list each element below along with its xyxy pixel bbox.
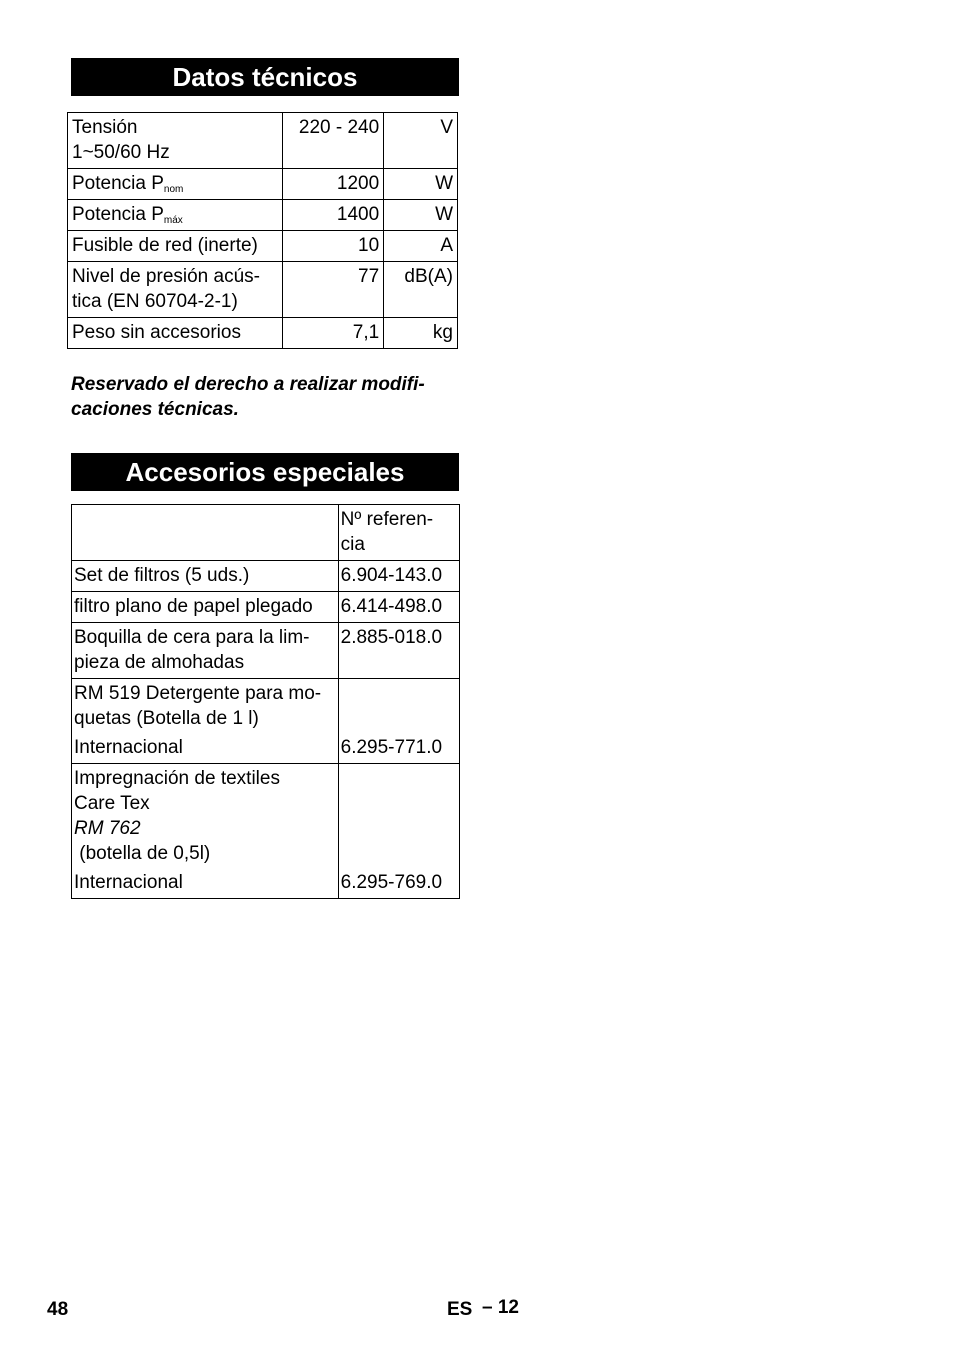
tech-value: 7,1 bbox=[282, 318, 383, 349]
tech-label: Fusible de red (inerte) bbox=[68, 231, 283, 262]
tech-label: Nivel de presión acús- tica (EN 60704-2-1) bbox=[68, 262, 283, 318]
tech-data-title: Datos técnicos bbox=[71, 58, 459, 96]
tech-unit: W bbox=[384, 169, 458, 200]
tech-unit: V bbox=[384, 113, 458, 169]
accessory-ref: 6.295-769.0 bbox=[338, 764, 459, 899]
tech-label: Potencia $P_{nom}$ bbox=[68, 169, 283, 200]
table-row bbox=[68, 231, 458, 262]
accessory-ref: 2.885-018.0 bbox=[338, 623, 459, 679]
accessory-ref: 6.904-143.0 bbox=[338, 561, 459, 592]
tech-unit: dB(A) bbox=[384, 262, 458, 318]
table-row bbox=[68, 318, 458, 349]
table-row bbox=[72, 679, 460, 764]
tech-label: Peso sin accesorios bbox=[68, 318, 283, 349]
tech-value: 77 bbox=[282, 262, 383, 318]
tech-value: 1200 bbox=[282, 169, 383, 200]
accessory-desc: Impregnación de textiles Care Tex RM 762 (botella de 0,5l) Internacional bbox=[72, 764, 339, 899]
section-page: – 12 bbox=[482, 1297, 519, 1318]
table-row bbox=[72, 623, 460, 679]
tech-label: Potencia $P_{máx}$ bbox=[68, 200, 283, 231]
reservation-note: Reservado el derecho a realizar modifi- caciones técnicas. bbox=[71, 374, 425, 420]
tech-label: Tensión 1~50/60 Hz bbox=[68, 113, 283, 169]
table-row bbox=[68, 169, 458, 200]
tech-value: 220 - 240 bbox=[282, 113, 383, 169]
accessory-desc: filtro plano de papel plegado bbox=[72, 592, 339, 623]
table-row bbox=[72, 561, 460, 592]
table-row bbox=[68, 262, 458, 318]
accessory-ref: 6.295-771.0 bbox=[338, 679, 459, 764]
language-code: ES bbox=[447, 1299, 473, 1320]
tech-value: 10 bbox=[282, 231, 383, 262]
accessory-header-ref: Nº referen- cia bbox=[338, 505, 459, 561]
table-row bbox=[72, 592, 460, 623]
table-row bbox=[68, 113, 458, 169]
accessory-desc: Set de filtros (5 uds.) bbox=[72, 561, 339, 592]
tech-unit: W bbox=[384, 200, 458, 231]
table-row bbox=[72, 505, 460, 561]
accessories-table bbox=[71, 504, 460, 899]
accessories-title: Accesorios especiales bbox=[71, 453, 459, 491]
tech-data-table bbox=[67, 112, 458, 349]
tech-value: 1400 bbox=[282, 200, 383, 231]
accessory-desc: RM 519 Detergente para mo- quetas (Botella de 1 l) Internacional bbox=[72, 679, 339, 764]
accessory-ref: 6.414-498.0 bbox=[338, 592, 459, 623]
accessory-desc: Boquilla de cera para la lim- pieza de almohadas bbox=[72, 623, 339, 679]
tech-unit: A bbox=[384, 231, 458, 262]
accessory-header-desc bbox=[72, 505, 339, 561]
table-row bbox=[68, 200, 458, 231]
page-number: 48 bbox=[47, 1299, 69, 1320]
table-row bbox=[72, 764, 460, 899]
tech-unit: kg bbox=[384, 318, 458, 349]
